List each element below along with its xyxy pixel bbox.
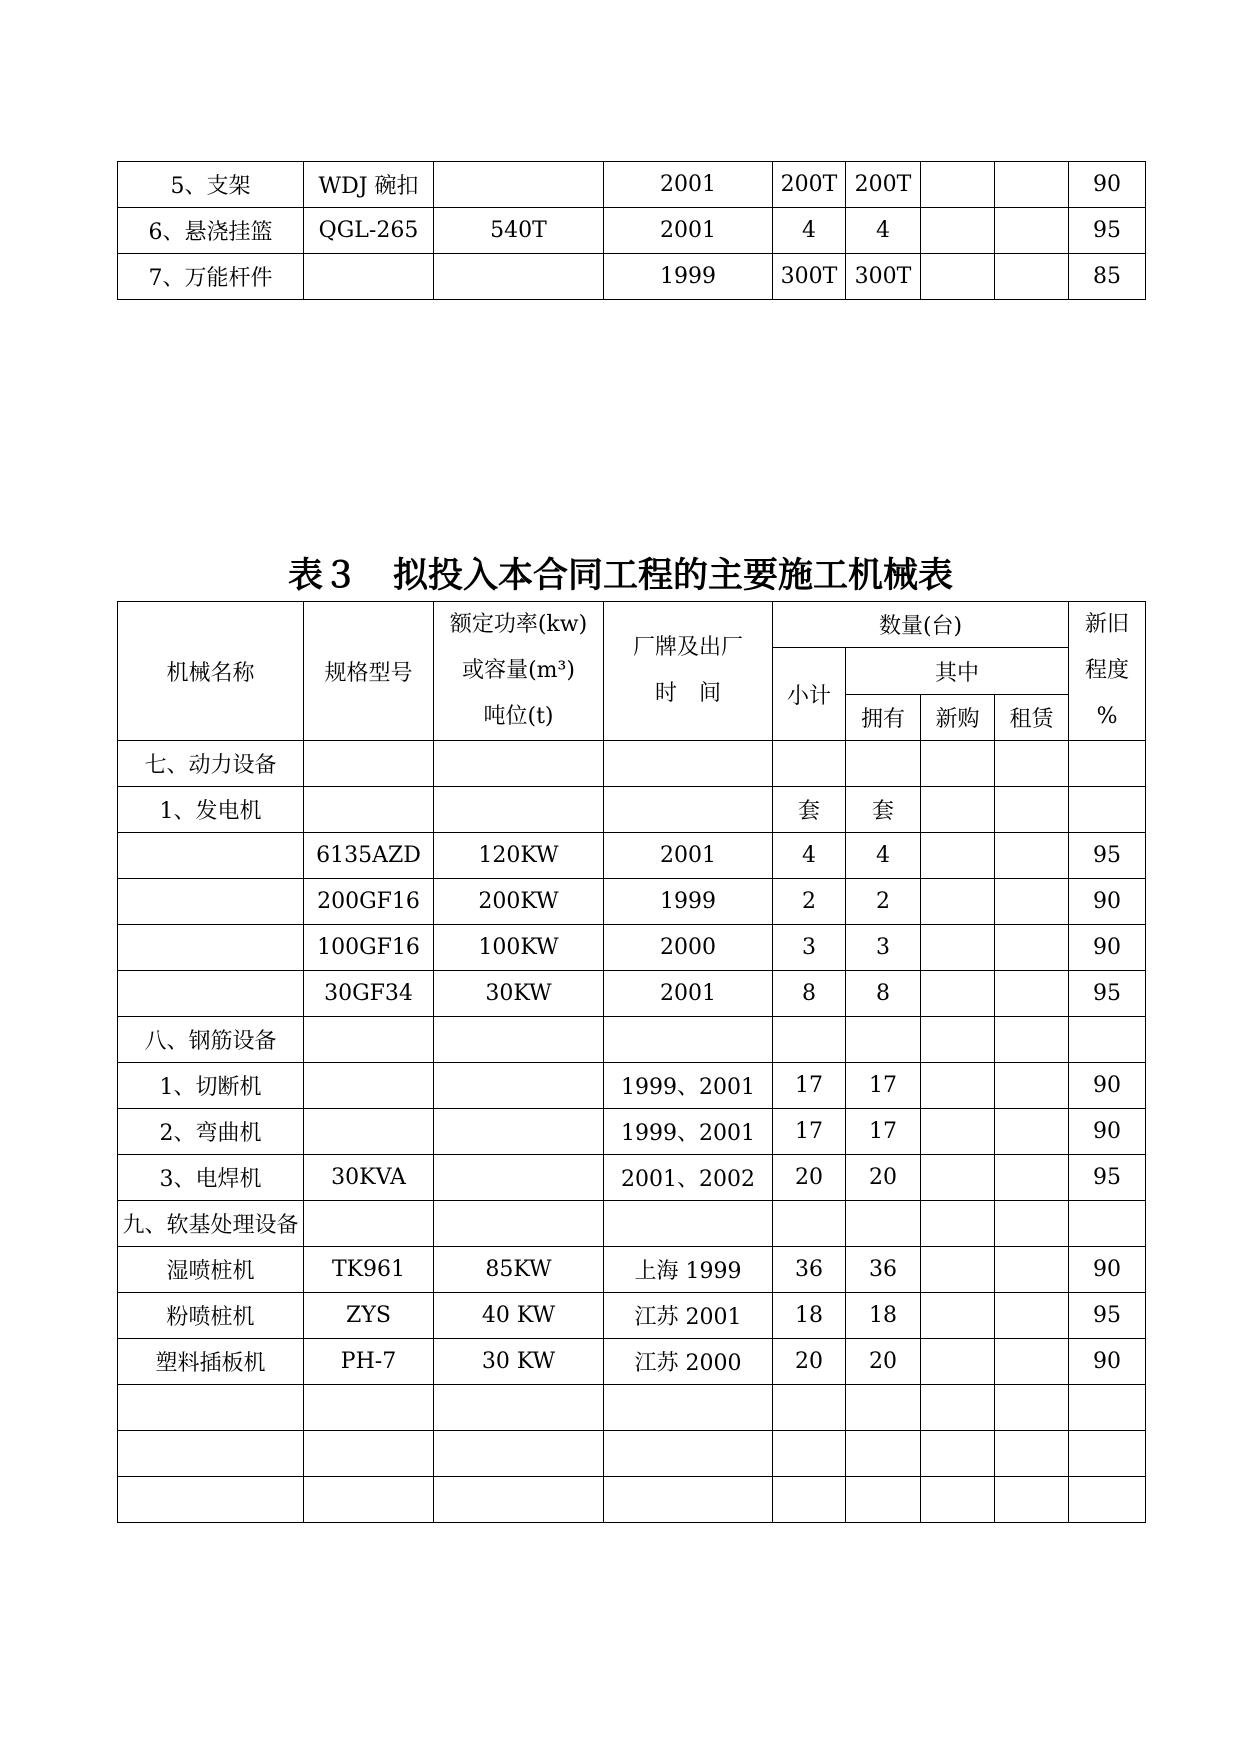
table-cell: 17	[773, 1109, 846, 1155]
table-cell: 540T	[434, 208, 604, 254]
table-cell: 5、支架	[118, 162, 304, 208]
table-cell: 17	[846, 1109, 921, 1155]
table-cell	[995, 1201, 1069, 1247]
table-row	[118, 787, 1146, 833]
table-cell	[921, 787, 995, 833]
table-row	[118, 1109, 1146, 1155]
table-cell: 2001、2002	[604, 1155, 773, 1201]
table-cell: 8	[773, 971, 846, 1017]
table-cell	[1069, 1431, 1146, 1477]
table-cell	[118, 971, 304, 1017]
header-condition-line-1: 新旧	[1085, 612, 1130, 637]
table-cell: QGL-265	[304, 208, 434, 254]
table-cell	[995, 208, 1069, 254]
table-cell: 200T	[773, 162, 846, 208]
table-cell	[995, 1247, 1069, 1293]
table-cell	[434, 787, 604, 833]
header-factory-line-2: 时 间	[654, 681, 721, 706]
header-power-line-3: 吨位(t)	[483, 704, 554, 729]
table-cell	[921, 1063, 995, 1109]
table-cell: 18	[846, 1293, 921, 1339]
table-cell	[921, 162, 995, 208]
table-cell: 2、弯曲机	[118, 1109, 304, 1155]
table-cell: 8	[846, 971, 921, 1017]
table-cell	[921, 1201, 995, 1247]
table-cell: 粉喷桩机	[118, 1293, 304, 1339]
table-cell	[995, 971, 1069, 1017]
table-cell: 200T	[846, 162, 921, 208]
table-cell	[921, 254, 995, 300]
table-cell	[118, 879, 304, 925]
table-cell	[921, 1247, 995, 1293]
table-cell: 85	[1069, 254, 1146, 300]
table-cell: 300T	[773, 254, 846, 300]
table-row	[118, 1063, 1146, 1109]
header-leased: 租赁	[995, 695, 1069, 741]
table-row	[118, 833, 1146, 879]
table-cell: WDJ 碗扣	[304, 162, 434, 208]
table-cell	[921, 971, 995, 1017]
table-cell	[1069, 741, 1146, 787]
table-cell	[846, 1017, 921, 1063]
table-cell	[604, 1017, 773, 1063]
table-cell: 江苏 2000	[604, 1339, 773, 1385]
table-cell: 85KW	[434, 1247, 604, 1293]
table-cell	[995, 833, 1069, 879]
header-among: 其中	[846, 648, 1069, 695]
continued-table-body	[118, 162, 1146, 300]
machinery-table	[117, 601, 1146, 1523]
table-cell	[1069, 1477, 1146, 1523]
table-cell	[921, 1109, 995, 1155]
table-cell: 4	[773, 833, 846, 879]
continued-equipment-table	[117, 161, 1146, 300]
table-cell: 2001	[604, 833, 773, 879]
table-cell: 17	[773, 1063, 846, 1109]
table-cell: 20	[773, 1155, 846, 1201]
table-cell	[304, 787, 434, 833]
table-cell: 20	[846, 1339, 921, 1385]
table-cell	[604, 741, 773, 787]
table-cell: 上海 1999	[604, 1247, 773, 1293]
table-cell	[304, 1109, 434, 1155]
header-owned: 拥有	[846, 695, 921, 741]
table-cell: 30KW	[434, 971, 604, 1017]
table-cell: 100GF16	[304, 925, 434, 971]
table-cell	[604, 1385, 773, 1431]
table-cell	[773, 1477, 846, 1523]
table-cell	[1069, 1201, 1146, 1247]
table-cell: 300T	[846, 254, 921, 300]
table-row	[118, 1339, 1146, 1385]
table-cell	[304, 1201, 434, 1247]
table-row	[118, 162, 1146, 208]
table-cell	[118, 1477, 304, 1523]
table-cell	[995, 787, 1069, 833]
table-cell: 湿喷桩机	[118, 1247, 304, 1293]
table-cell: 30GF34	[304, 971, 434, 1017]
table-row	[118, 1431, 1146, 1477]
table-cell	[921, 879, 995, 925]
table-cell: 塑料插板机	[118, 1339, 304, 1385]
table-cell: 200GF16	[304, 879, 434, 925]
table-cell	[304, 1063, 434, 1109]
header-condition	[1069, 602, 1146, 741]
table-cell	[434, 1109, 604, 1155]
table-cell	[846, 1431, 921, 1477]
table-cell: 2001	[604, 971, 773, 1017]
table-cell	[995, 1339, 1069, 1385]
table-cell: 36	[846, 1247, 921, 1293]
table-cell	[995, 879, 1069, 925]
table-row	[118, 208, 1146, 254]
table-cell	[995, 1431, 1069, 1477]
table-cell: 6135AZD	[304, 833, 434, 879]
table-cell	[995, 1385, 1069, 1431]
header-subtotal: 小计	[773, 648, 846, 741]
table-row	[118, 1293, 1146, 1339]
table-cell: 1、切断机	[118, 1063, 304, 1109]
table-cell: 95	[1069, 1293, 1146, 1339]
table-cell	[846, 741, 921, 787]
table-cell: 95	[1069, 208, 1146, 254]
table-cell: 4	[773, 208, 846, 254]
table-cell: 90	[1069, 1063, 1146, 1109]
machinery-table-body	[118, 741, 1146, 1523]
table-row	[118, 1017, 1146, 1063]
table-cell	[995, 1063, 1069, 1109]
table-cell	[995, 1293, 1069, 1339]
table-cell	[304, 1017, 434, 1063]
table-cell: 2	[846, 879, 921, 925]
table-cell: 120KW	[434, 833, 604, 879]
table-cell	[773, 741, 846, 787]
table-cell: 90	[1069, 1247, 1146, 1293]
table-cell: 2001	[604, 162, 773, 208]
table-cell	[921, 208, 995, 254]
table-cell: 95	[1069, 971, 1146, 1017]
table-cell	[1069, 787, 1146, 833]
header-power	[434, 602, 604, 741]
table-cell: 3	[773, 925, 846, 971]
table-cell	[773, 1201, 846, 1247]
table-row	[118, 925, 1146, 971]
table-cell: 200KW	[434, 879, 604, 925]
table-cell: 90	[1069, 879, 1146, 925]
table-cell	[995, 1155, 1069, 1201]
table-row	[118, 1155, 1146, 1201]
header-model: 规格型号	[304, 602, 434, 741]
table-cell: 七、动力设备	[118, 741, 304, 787]
table-cell: 6、悬浇挂篮	[118, 208, 304, 254]
table-cell: 八、钢筋设备	[118, 1017, 304, 1063]
table-cell	[921, 833, 995, 879]
table-cell	[434, 1063, 604, 1109]
header-machine-name: 机械名称	[118, 602, 304, 741]
table-cell	[434, 741, 604, 787]
table-cell: 套	[773, 787, 846, 833]
table-cell	[921, 1477, 995, 1523]
table-cell	[118, 925, 304, 971]
table-cell: 2001	[604, 208, 773, 254]
table-cell	[118, 1385, 304, 1431]
table-cell: 3、电焊机	[118, 1155, 304, 1201]
header-condition-line-3: %	[1096, 704, 1118, 729]
table-cell	[604, 1431, 773, 1477]
table-row	[118, 1385, 1146, 1431]
table-cell	[995, 254, 1069, 300]
header-power-line-1: 额定功率(kw)	[449, 612, 588, 637]
table-cell	[1069, 1017, 1146, 1063]
table-row	[118, 1201, 1146, 1247]
table-cell	[995, 925, 1069, 971]
table-cell: 1999	[604, 254, 773, 300]
table-cell	[434, 1017, 604, 1063]
table-cell: 1999	[604, 879, 773, 925]
table-cell	[434, 1201, 604, 1247]
table-row	[118, 971, 1146, 1017]
table-cell	[434, 1385, 604, 1431]
table-cell	[995, 1017, 1069, 1063]
table-cell	[921, 925, 995, 971]
table-cell: 7、万能杆件	[118, 254, 304, 300]
table-row	[118, 1477, 1146, 1523]
table-title: 表３ 拟投入本合同工程的主要施工机械表	[287, 556, 953, 596]
table-cell: 1、发电机	[118, 787, 304, 833]
table-cell	[434, 1431, 604, 1477]
table-cell	[1069, 1385, 1146, 1431]
table-cell	[846, 1477, 921, 1523]
table-cell	[773, 1017, 846, 1063]
table-row	[118, 741, 1146, 787]
table-cell	[604, 787, 773, 833]
table-cell	[995, 162, 1069, 208]
table-cell	[846, 1201, 921, 1247]
table-cell	[604, 1477, 773, 1523]
table-cell: 2	[773, 879, 846, 925]
table-cell	[995, 1477, 1069, 1523]
table-cell: 30KVA	[304, 1155, 434, 1201]
table-cell: 90	[1069, 925, 1146, 971]
table-cell	[995, 741, 1069, 787]
table-cell	[921, 1339, 995, 1385]
header-power-line-2: 或容量(m³)	[462, 658, 575, 683]
table-cell	[434, 254, 604, 300]
table-cell	[921, 1155, 995, 1201]
table-cell: 4	[846, 208, 921, 254]
table-cell	[921, 1017, 995, 1063]
header-condition-line-2: 程度	[1085, 658, 1130, 683]
table-cell	[921, 1385, 995, 1431]
table-cell: 九、软基处理设备	[118, 1201, 304, 1247]
table-row	[118, 879, 1146, 925]
table-cell	[604, 1201, 773, 1247]
header-factory	[604, 602, 773, 741]
header-quantity: 数量(台)	[773, 602, 1069, 648]
table-cell: 4	[846, 833, 921, 879]
table-cell: PH-7	[304, 1339, 434, 1385]
table-cell	[846, 1385, 921, 1431]
table-cell	[118, 833, 304, 879]
table-cell	[118, 1431, 304, 1477]
table-cell	[921, 1431, 995, 1477]
table-cell	[434, 162, 604, 208]
table-row	[118, 1247, 1146, 1293]
table-cell: 90	[1069, 1339, 1146, 1385]
table-cell	[304, 1431, 434, 1477]
table-cell: 40 KW	[434, 1293, 604, 1339]
table-cell: 江苏 2001	[604, 1293, 773, 1339]
table-cell	[304, 1477, 434, 1523]
table-cell: 18	[773, 1293, 846, 1339]
table-cell	[773, 1431, 846, 1477]
table-cell: TK961	[304, 1247, 434, 1293]
table-cell: 1999、2001	[604, 1109, 773, 1155]
table-cell: 17	[846, 1063, 921, 1109]
table-cell: 90	[1069, 162, 1146, 208]
header-row-1	[118, 602, 1146, 648]
table-cell	[921, 741, 995, 787]
table-cell: 套	[846, 787, 921, 833]
table-cell	[304, 741, 434, 787]
table-row	[118, 254, 1146, 300]
table-cell: 95	[1069, 833, 1146, 879]
table-cell: 20	[773, 1339, 846, 1385]
table-cell	[434, 1155, 604, 1201]
table-cell: 36	[773, 1247, 846, 1293]
table-cell: 1999、2001	[604, 1063, 773, 1109]
header-factory-line-1: 厂牌及出厂	[632, 635, 743, 660]
table-cell: 95	[1069, 1155, 1146, 1201]
table-cell: 3	[846, 925, 921, 971]
table-cell	[304, 1385, 434, 1431]
table-cell: 30 KW	[434, 1339, 604, 1385]
header-new-purchase: 新购	[921, 695, 995, 741]
table-cell: 20	[846, 1155, 921, 1201]
table-cell	[995, 1109, 1069, 1155]
table-cell: 90	[1069, 1109, 1146, 1155]
table-cell	[921, 1293, 995, 1339]
table-cell: 100KW	[434, 925, 604, 971]
table-cell	[434, 1477, 604, 1523]
table-cell: 2000	[604, 925, 773, 971]
table-cell: ZYS	[304, 1293, 434, 1339]
table-cell	[304, 254, 434, 300]
table-cell	[773, 1385, 846, 1431]
